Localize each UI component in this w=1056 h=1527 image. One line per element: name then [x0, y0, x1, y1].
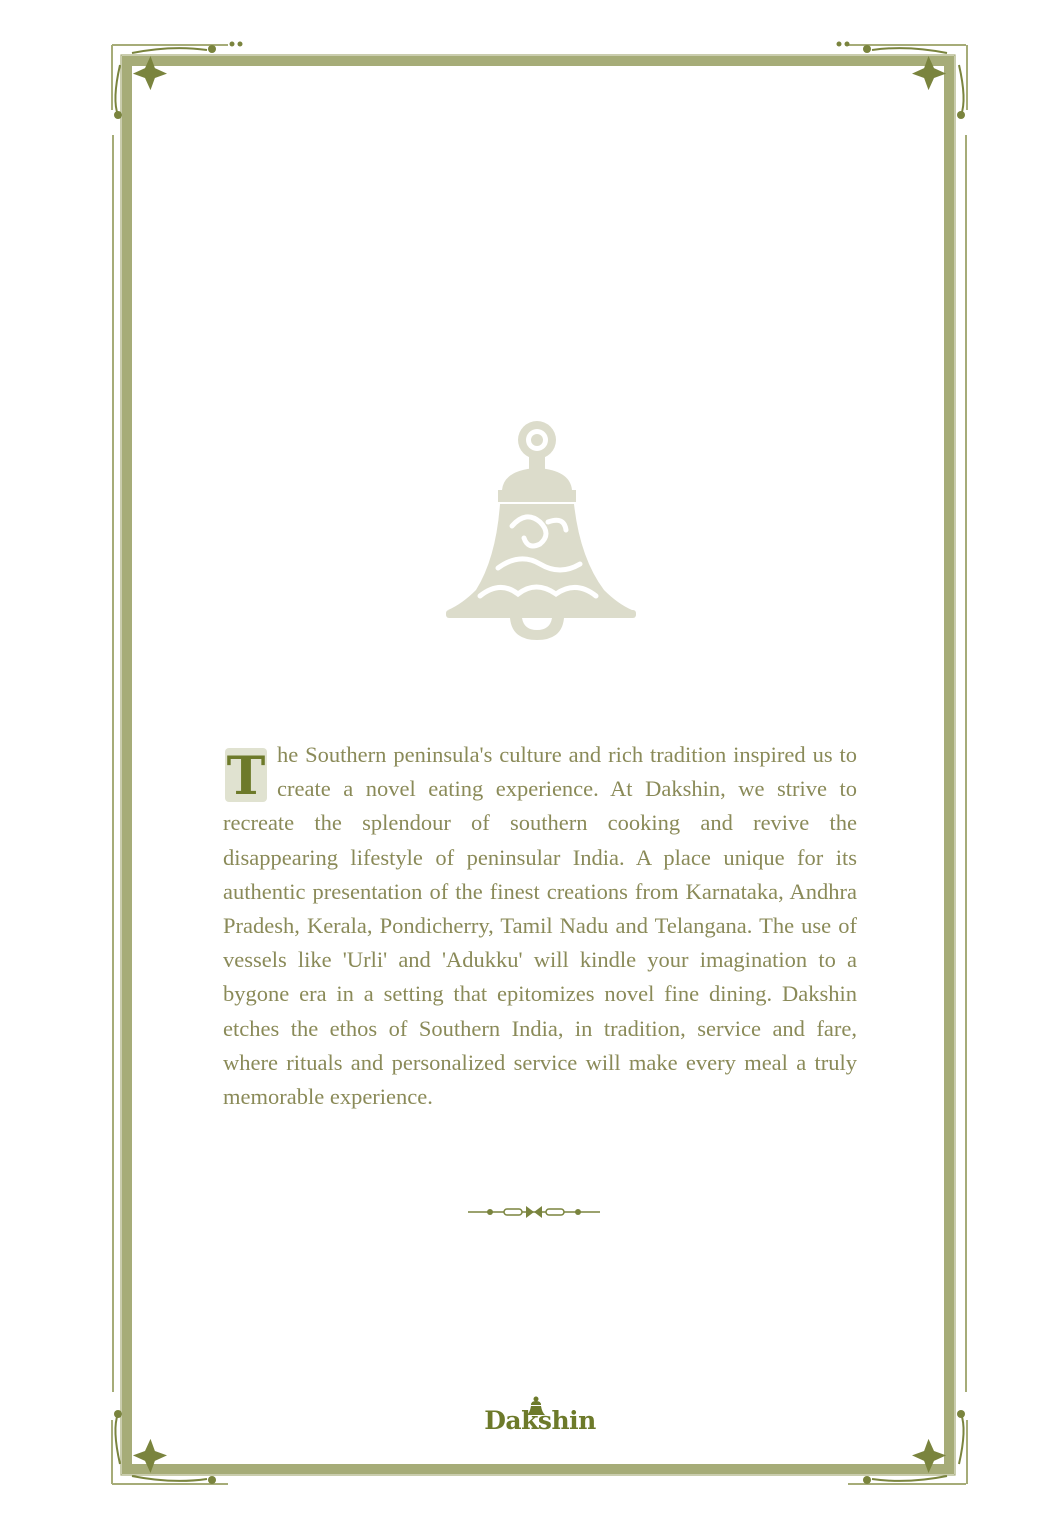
intro-paragraph: [223, 738, 857, 1114]
dropcap-letter: [223, 744, 269, 806]
temple-bell-icon: [440, 418, 640, 648]
logo-text: Dakshin: [484, 1406, 596, 1435]
intro-text: he Southern peninsula's culture and rich tradition inspired us to create a novel eating experience. At Dakshin, we strive to recreate the splendour of southern cooking and revive the disappearing lifestyle of peninsular India. A place unique for its authentic presentation of the finest creations from Karnataka, Andhra Pradesh, Kerala, Pondicherry, Tamil Nadu and Telangana. The use of vessels like 'Urli' and 'Adukku' will kindle your imagination to a bygone era in a setting that epitomizes novel fine dining. Dakshin etches the ethos of Southern India, in tradition, service and fare, where rituals and personalized service will make every meal a truly memorable experience.: [223, 742, 857, 1110]
ornamental-divider-icon: [466, 1204, 602, 1220]
dropcap-text: T: [226, 746, 266, 806]
dakshin-logo: [470, 1396, 610, 1440]
